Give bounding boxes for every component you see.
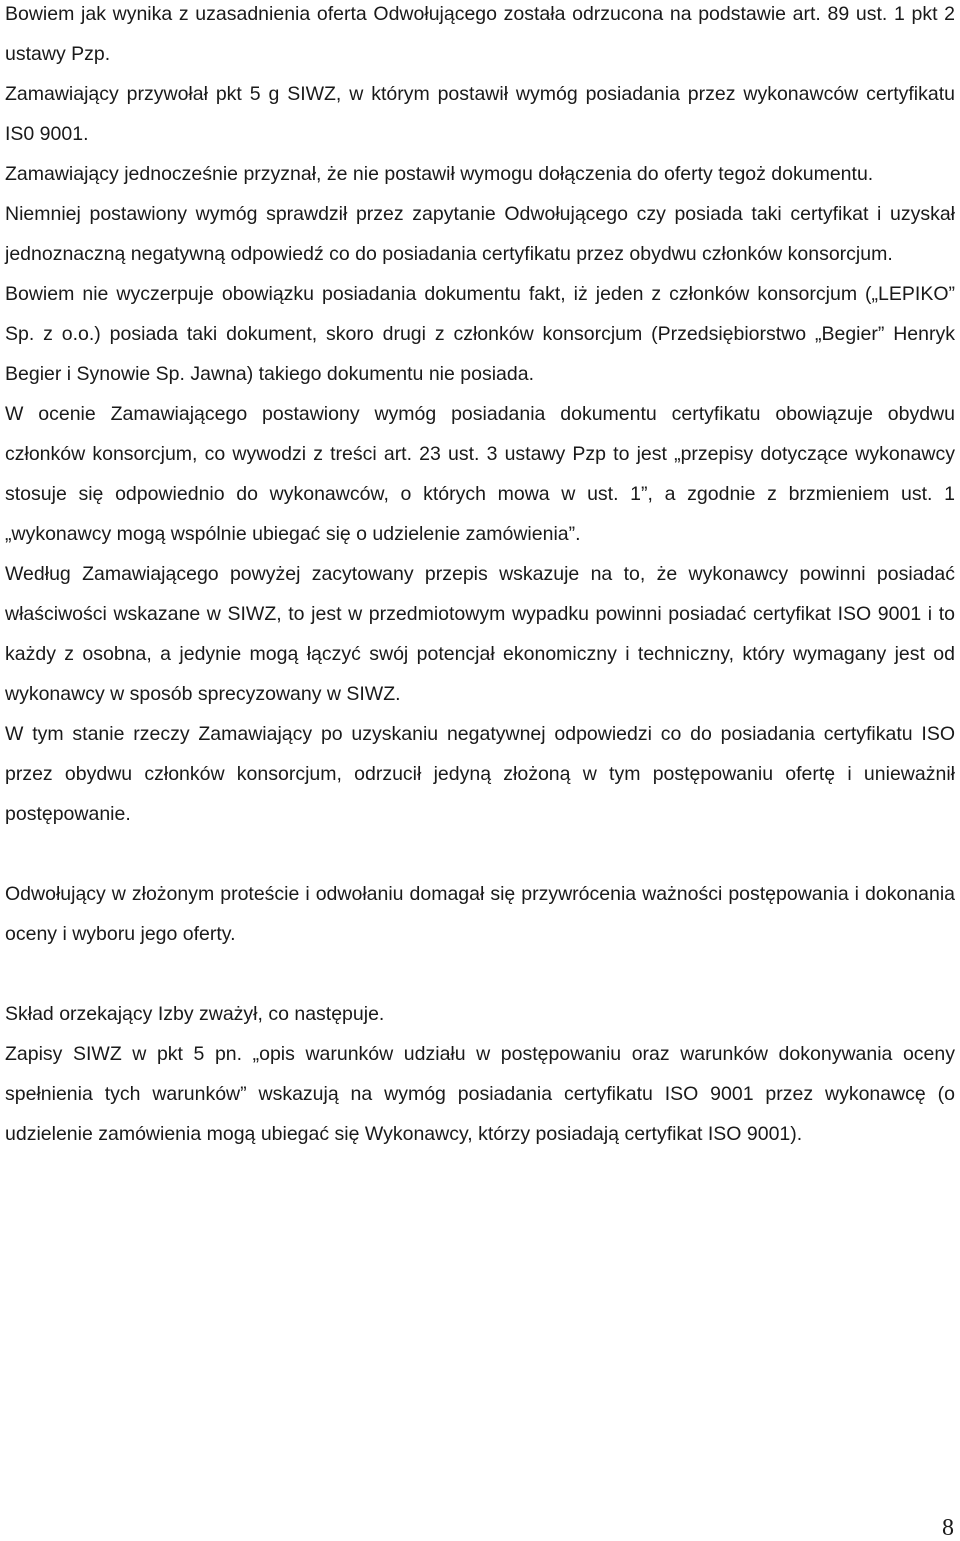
paragraph-chamber-considered: Skład orzekający Izby zważył, co następuje.	[5, 1003, 385, 1025]
paragraph-verification-inquiry: Niemniej postawiony wymóg sprawdził przez zapytanie Odwołującego czy posiada taki certyfikat i uzyskał jednoznaczną negatywną odpowiedź co do posiadania certyfikatu przez obydwu członków konsorcjum.	[5, 203, 955, 265]
paragraph-consortium-members: Bowiem nie wyczerpuje obowiązku posiadania dokumentu fakt, iż jeden z członków konsorcjum („LEPIKO” Sp. z o.o.) posiada taki dokument, skoro drugi z członków konsorcjum (Przedsiębiorstwo „Begier” Henryk Begier i Synowie Sp. Jawna) takiego dokumentu nie posiada.	[5, 283, 955, 385]
paragraph-siwz-requirement: Zamawiający przywołał pkt 5 g SIWZ, w którym postawił wymóg posiadania przez wykonawców certyfikatu IS0 9001.	[5, 83, 955, 145]
paragraph-no-attachment-requirement: Zamawiający jednocześnie przyznał, że nie postawił wymogu dołączenia do oferty tegoż dokumentu.	[5, 163, 874, 185]
paragraph-spacer	[5, 834, 955, 874]
paragraph-each-contractor-certificate: Według Zamawiającego powyżej zacytowany przepis wskazuje na to, że wykonawcy powinni posiadać właściwości wskazane w SIWZ, to jest w przedmiotowym wypadku powinni posiadać certyfikat ISO 9001 i to każdy z osobna, a jedynie mogą łączyć swój potencjał ekonomiczny i techniczny, który wymagany jest od wykonawcy w sposób sprecyzowany w SIWZ.	[5, 563, 955, 705]
paragraph-art-23-interpretation: W ocenie Zamawiającego postawiony wymóg posiadania dokumentu certyfikatu obowiązuje obydwu członków konsorcjum, co wywodzi z treści art. 23 ust. 3 ustawy Pzp to jest „przepisy dotyczące wykonawcy stosuje się odpowiednio do wykonawców, o których mowa w ust. 1”, a zgodnie z brzmieniem ust. 1 „wykonawcy mogą wspólnie ubiegać się o udzielenie zamówienia”.	[5, 403, 955, 545]
paragraph-spacer	[5, 954, 955, 994]
paragraph-siwz-provisions: Zapisy SIWZ w pkt 5 pn. „opis warunków udziału w postępowaniu oraz warunków dokonywania oceny spełnienia tych warunków” wskazują na wymóg posiadania certyfikatu ISO 9001 przez wykonawcę (o udzielenie zamówienia mogą ubiegać się Wykonawcy, którzy posiadają certyfikat ISO 9001).	[5, 1043, 955, 1145]
paragraph-appellant-demand: Odwołujący w złożonym proteście i odwołaniu domagał się przywrócenia ważności postępowania i dokonania oceny i wyboru jego oferty.	[5, 883, 955, 945]
paragraph-offer-rejected: Bowiem jak wynika z uzasadnienia oferta Odwołującego została odrzucona na podstawie art. 89 ust. 1 pkt 2 ustawy Pzp.	[5, 3, 955, 65]
paragraph-offer-annulled: W tym stanie rzeczy Zamawiający po uzyskaniu negatywnej odpowiedzi co do posiadania certyfikatu ISO przez obydwu członków konsorcjum, odrzucił jedyną złożoną w tym postępowaniu ofertę i unieważnił postępowanie.	[5, 723, 955, 825]
document-body	[5, 0, 955, 1154]
page-number: 8	[942, 1515, 954, 1541]
